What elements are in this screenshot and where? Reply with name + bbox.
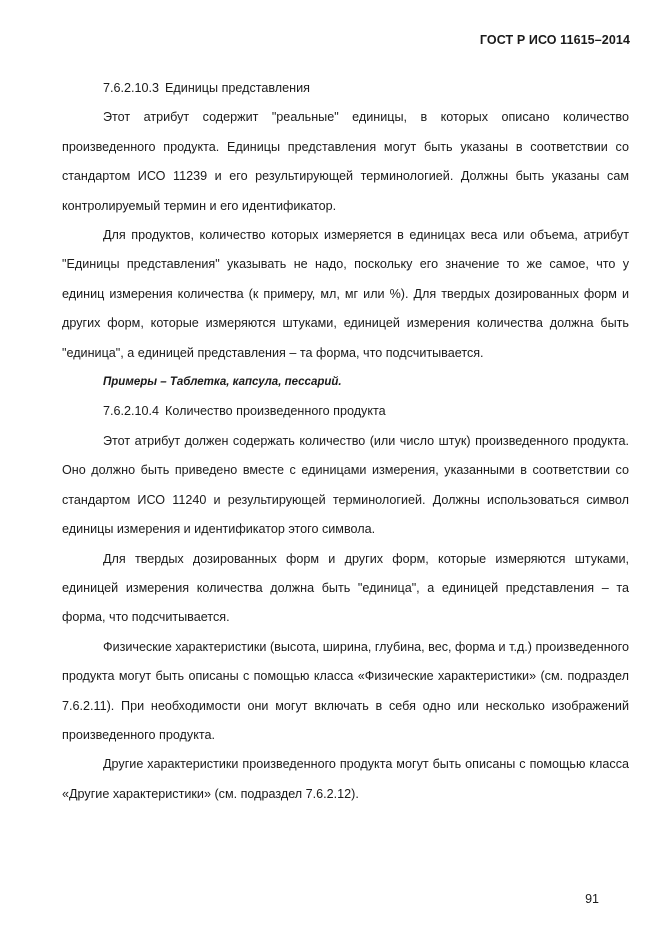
- paragraph: Другие характеристики произведенного продукта могут быть описаны с помощью класса «Другие характеристики» (см. подраздел 7.6.2.12).: [62, 757, 629, 801]
- section-heading-7-6-2-10-4: [62, 397, 629, 426]
- paragraph: Этот атрибут содержит "реальные" единицы, в которых описано количество произведенного продукта. Единицы представления могут быть указаны в соответствии со стандартом ИСО 11239 и его результирующей терминологией. Должны быть указаны сам контролируемый термин и его идентификатор.: [62, 110, 629, 213]
- section-heading-7-6-2-10-3: [62, 74, 629, 103]
- paragraph: Для продуктов, количество которых измеряется в единицах веса или объема, атрибут "Единицы представления" указывать не надо, поскольку его значение то же самое, что у единиц измерения количества (к примеру, мл, мг или %). Для твердых дозированных форм и других форм, которые измеряются штуками, единицей измерения количества должна быть "единица", а единицей представления – та форма, что подсчитывается.: [62, 228, 629, 360]
- section-title: Количество произведенного продукта: [165, 404, 386, 419]
- paragraph: Физические характеристики (высота, ширина, глубина, вес, форма и т.д.) произведенного продукта могут быть описаны с помощью класса «Физические характеристики» (см. подраздел 7.6.2.11). При необходимости они могут включать в себя одно или несколько изображений произведенного продукта.: [62, 639, 629, 742]
- section-number: 7.6.2.10.4: [103, 404, 160, 419]
- page-body: [62, 74, 629, 809]
- paragraph: Для твердых дозированных форм и других форм, которые измеряются штуками, единицей измерения количества должна быть "единица", а единицей представления – та форма, что подсчитывается.: [62, 551, 629, 625]
- section-title: Единицы представления: [165, 81, 310, 95]
- page-header-standard: ГОСТ Р ИСО 11615–2014: [479, 33, 630, 47]
- examples-note: Примеры – Таблетка, капсула, пессарий.: [103, 376, 342, 389]
- page-number: 91: [585, 892, 599, 906]
- section-number: 7.6.2.10.3: [103, 81, 160, 95]
- paragraph: Этот атрибут должен содержать количество (или число штук) произведенного продукта. Оно должно быть приведено вместе с единицами измерения, указанными в соответствии со стандартом ИСО 11240 и результирующей терминологией. Должны использоваться символ единицы измерения и идентификатор этого символа.: [62, 433, 629, 537]
